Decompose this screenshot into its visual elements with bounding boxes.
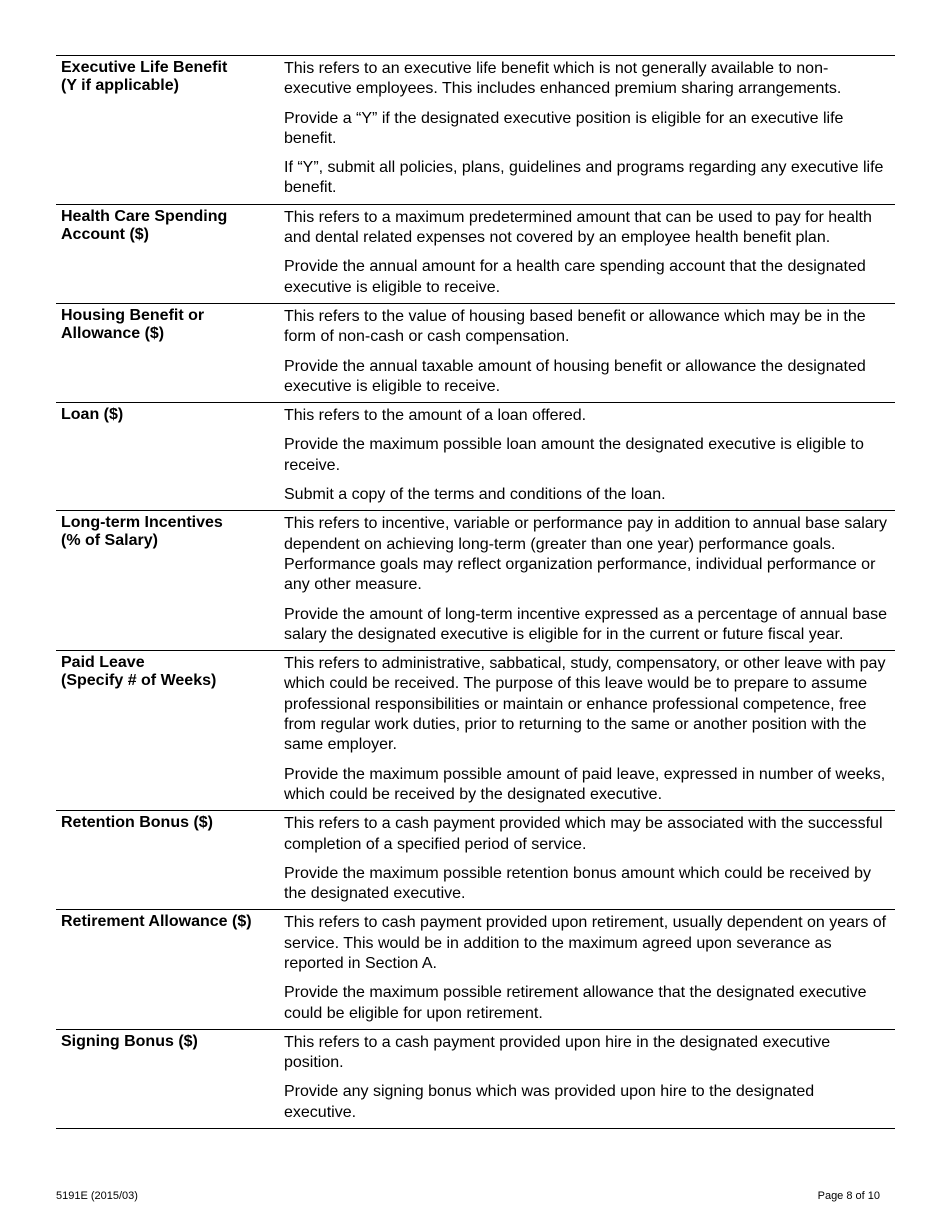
term-label: Executive Life Benefit — [61, 59, 228, 76]
description-cell — [284, 406, 890, 508]
description-paragraph: Provide any signing bonus which was provided upon hire to the designated executive. — [284, 1083, 815, 1121]
description-cell — [284, 654, 890, 808]
term-label: Retention Bonus ($) — [61, 814, 213, 832]
term-label: (Specify # of Weeks) — [61, 672, 217, 690]
description-paragraph: This refers to the value of housing based benefit or allowance which may be in the form of non-cash or cash compensation. — [284, 307, 866, 346]
table-row — [56, 56, 895, 205]
description-cell — [284, 913, 890, 1026]
description-paragraph: If “Y”, submit all policies, plans, guidelines and programs regarding any executive life benefit. — [284, 159, 884, 197]
description-paragraph: This refers to the amount of a loan offered. — [284, 407, 587, 425]
description-paragraph: This refers to cash payment provided upon retirement, usually dependent on years of service. This would be in addition to the maximum agreed upon severance as reported in Section A. — [284, 914, 887, 972]
description-paragraph: This refers to a cash payment provided which may be associated with the successful completion of a specified period of service. — [284, 815, 883, 853]
term-cell — [56, 59, 284, 202]
term-cell — [56, 1033, 284, 1126]
table-row — [56, 1030, 895, 1129]
table-row — [56, 304, 895, 403]
description-paragraph: Provide the maximum possible retention bonus amount which could be received by the designated executive. — [284, 864, 871, 903]
description-paragraph: This refers to administrative, sabbatical, study, compensatory, or other leave with pay which could be received. The purpose of this leave would be to prepare to assume professional responsibilities or maintain or enhance professional competence, free from regular work duties, prior to returning to the same or another position with the same employer. — [284, 655, 886, 754]
term-label: Paid Leave — [61, 654, 145, 672]
description-paragraph: Provide a “Y” if the designated executive position is eligible for an executive life benefit. — [284, 109, 844, 147]
table-row — [56, 403, 895, 511]
form-number: 5191E (2015/03) — [56, 1190, 138, 1202]
table-row — [56, 910, 895, 1029]
description-paragraph: This refers to a cash payment provided upon hire in the designated executive position. — [284, 1033, 831, 1072]
term-label: Housing Benefit or — [61, 306, 205, 324]
term-cell — [56, 307, 284, 400]
description-paragraph: This refers to a maximum predetermined amount that can be used to pay for health and dental related expenses not covered by an employee health benefit plan. — [284, 208, 872, 247]
table-row — [56, 651, 895, 811]
table-row — [56, 205, 895, 304]
term-label: Health Care Spending — [61, 207, 228, 225]
term-cell — [56, 913, 284, 1026]
term-cell — [56, 406, 284, 508]
description-paragraph: Provide the maximum possible retirement allowance that the designated executive could be eligible for upon retirement. — [284, 984, 867, 1022]
description-paragraph: This refers to incentive, variable or performance pay in addition to annual base salary dependent on achieving long-term (greater than one year) performance goals. Performance goals may reflect organization performance, individual performance or any other measure. — [284, 515, 887, 594]
table-row — [56, 811, 895, 910]
term-label: Loan ($) — [61, 406, 124, 424]
term-label: Signing Bonus ($) — [61, 1032, 198, 1050]
term-cell — [56, 654, 284, 808]
term-label: (Y if applicable) — [61, 77, 179, 94]
term-label: Account ($) — [61, 225, 149, 243]
description-cell — [284, 208, 890, 301]
description-paragraph: Provide the annual amount for a health care spending account that the designated executive is eligible to receive. — [284, 258, 866, 296]
table-row — [56, 511, 895, 651]
term-label: Retirement Allowance ($) — [61, 913, 252, 931]
description-paragraph: Provide the maximum possible amount of paid leave, expressed in number of weeks, which could be received by the designated executive. — [284, 765, 886, 803]
description-paragraph: Submit a copy of the terms and conditions of the loan. — [284, 486, 666, 504]
definitions-table — [56, 55, 895, 1129]
term-cell — [56, 814, 284, 907]
description-cell — [284, 514, 890, 648]
description-cell — [284, 59, 890, 202]
description-cell — [284, 1033, 890, 1126]
term-label: (% of Salary) — [61, 532, 158, 550]
term-label: Long-term Incentives — [61, 514, 223, 532]
description-cell — [284, 307, 890, 400]
description-paragraph: Provide the annual taxable amount of housing benefit or allowance the designated executive is eligible to receive. — [284, 357, 866, 395]
term-label: Allowance ($) — [61, 324, 165, 342]
description-paragraph: This refers to an executive life benefit which is not generally available to non-executive employees. This includes enhanced premium sharing arrangements. — [284, 60, 842, 98]
description-paragraph: Provide the amount of long-term incentive expressed as a percentage of annual base salary the designated executive is eligible for in the current or future fiscal year. — [284, 605, 888, 643]
term-cell — [56, 514, 284, 648]
term-cell — [56, 208, 284, 301]
description-paragraph: Provide the maximum possible loan amount the designated executive is eligible to receive. — [284, 436, 864, 474]
description-cell — [284, 814, 890, 907]
page-number: Page 8 of 10 — [817, 1190, 880, 1202]
